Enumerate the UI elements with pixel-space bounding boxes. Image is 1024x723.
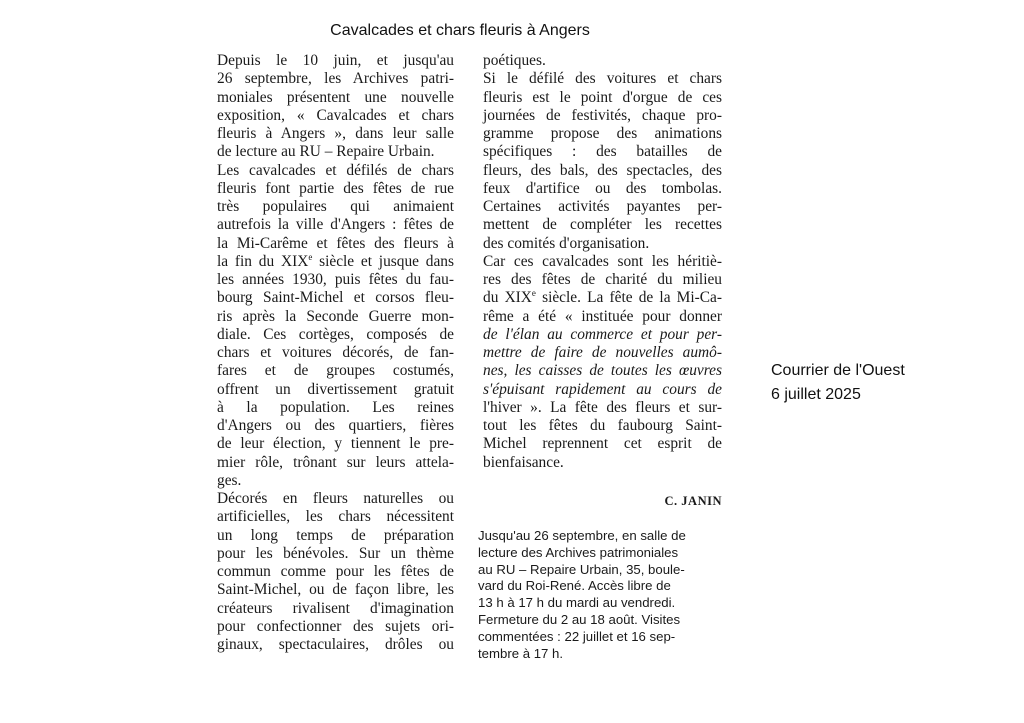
text-line: tout les fêtes du faubourg Saint- (483, 417, 722, 434)
text-line: pour confectionner des sujets ori- (217, 617, 454, 635)
text-line: fleuris font partie des fêtes de rue (217, 179, 454, 197)
text-line: mettent de compléter les recettes (483, 216, 722, 234)
text-line: Certaines activités payantes per- (483, 198, 722, 215)
text-line: poétiques. (483, 52, 546, 69)
text-line: diale. Ces cortèges, composés de (217, 325, 454, 343)
text-line: gramme propose des animations (483, 125, 722, 142)
text-line: de leur élection, y tiennent le pre- (217, 435, 454, 453)
text-line: Michel reprennent cet esprit de (483, 435, 722, 453)
article-headline: Cavalcades et chars fleuris à Angers (330, 22, 590, 39)
text-line: offrent un divertissement gratuit (217, 380, 454, 398)
text-line: fleuris est le point d'orgue de ces (483, 88, 722, 106)
text-line: à la population. Les reines (217, 398, 454, 416)
info-line: lecture des Archives patrimoniales (478, 544, 679, 560)
quote-line: mettre de faire de nouvelles aumô- (483, 344, 722, 361)
quote-line: nes, les caisses de toutes les œuvres (483, 362, 722, 380)
text-line: artificielles, les chars nécessitent (217, 508, 454, 526)
text-line: la fin du XIXe siècle et jusque dans (217, 251, 454, 270)
text-line: créateurs rivalisent d'imagination (217, 599, 454, 617)
text-line: pour les bénévoles. Sur un thème (217, 544, 454, 562)
info-line: vard du Roi-René. Accès libre de (478, 578, 671, 594)
article-column-1 (217, 52, 454, 654)
text-line: Si le défilé des voitures et chars (483, 70, 722, 88)
article-column-2 (483, 52, 722, 472)
text-line: les années 1930, puis fêtes du fau- (217, 271, 454, 288)
text-line: fares et de groupes costumés, (217, 362, 454, 380)
text-line: Car ces cavalcades sont les héritiè- (483, 252, 722, 270)
text-line: moniales présentent une nouvelle (217, 88, 454, 106)
text-line: Depuis le 10 juin, et jusqu'au (217, 52, 454, 69)
source-citation (771, 359, 971, 407)
info-line: commentées : 22 juillet et 16 sep- (478, 628, 676, 644)
text-line: d'Angers ou des quartiers, fières (217, 417, 454, 434)
text-line: la Mi-Carême et fêtes des fleurs à (217, 234, 454, 252)
author-signature: C. JANIN (664, 494, 722, 508)
text-line: ris après la Seconde Guerre mon- (217, 307, 454, 325)
text-line: des comités d'organisation. (483, 234, 650, 252)
text-line: feux d'artifice ou des tombolas. (483, 179, 722, 197)
text-line: res des fêtes de charité du milieu (483, 271, 722, 288)
text-line: journées de festivités, chaque pro- (483, 106, 722, 124)
info-line: Fermeture du 2 au 18 août. Visites (478, 611, 681, 627)
article-body (217, 52, 722, 702)
text-line: l'hiver ». La fête des fleurs et sur- (483, 398, 722, 416)
text-line: Les cavalcades et défilés de chars (217, 161, 454, 179)
quote-line: de l'élan au commerce et pour per- (483, 325, 722, 343)
text-line: commun comme pour les fêtes de (217, 563, 454, 580)
info-box (478, 518, 726, 662)
text-line: Décorés en fleurs naturelles ou (217, 490, 454, 507)
info-line: Jusqu'au 26 septembre, en salle de (478, 528, 686, 543)
text-line: bienfaisance. (483, 453, 564, 471)
text-line: mier rôle, trônant sur leurs attela- (217, 453, 454, 471)
info-line: 13 h à 17 h du mardi au vendredi. (478, 595, 676, 611)
info-line: tembre à 17 h. (478, 645, 564, 661)
text-line: du XIXe siècle. La fête de la Mi-Ca- (483, 288, 722, 307)
text-line: chars et voitures décorés, de fan- (217, 344, 454, 361)
info-line: au RU – Repaire Urbain, 35, boule- (478, 561, 685, 577)
text-line: ginaux, spectaculaires, drôles ou (217, 636, 454, 653)
text-line: autrefois la ville d'Angers : fêtes de (217, 216, 454, 234)
text-line: très populaires qui animaient (217, 198, 454, 215)
text-line: ges. (217, 471, 242, 489)
source-publication: Courrier de l'Ouest (771, 362, 905, 379)
text-line: Saint-Michel, ou de façon libre, les (217, 581, 454, 599)
text-line: fleuris à Angers », dans leur salle (217, 125, 454, 142)
text-line: spécifiques : des batailles de (483, 143, 722, 161)
text-line: bourg Saint-Michel et corsos fleu- (217, 289, 454, 307)
text-line: de lecture au RU – Repaire Urbain. (217, 143, 435, 161)
text-line: fleurs, des bals, des spectacles, des (483, 161, 722, 179)
source-date: 6 juillet 2025 (771, 386, 861, 403)
text-line: un long temps de préparation (217, 526, 454, 544)
text-line: rême a été « instituée pour donner (483, 307, 722, 325)
text-line: 26 septembre, les Archives patri- (217, 70, 454, 88)
quote-line: s'épuisant rapidement au cours de (483, 380, 722, 398)
text-line: exposition, « Cavalcades et chars (217, 106, 454, 124)
